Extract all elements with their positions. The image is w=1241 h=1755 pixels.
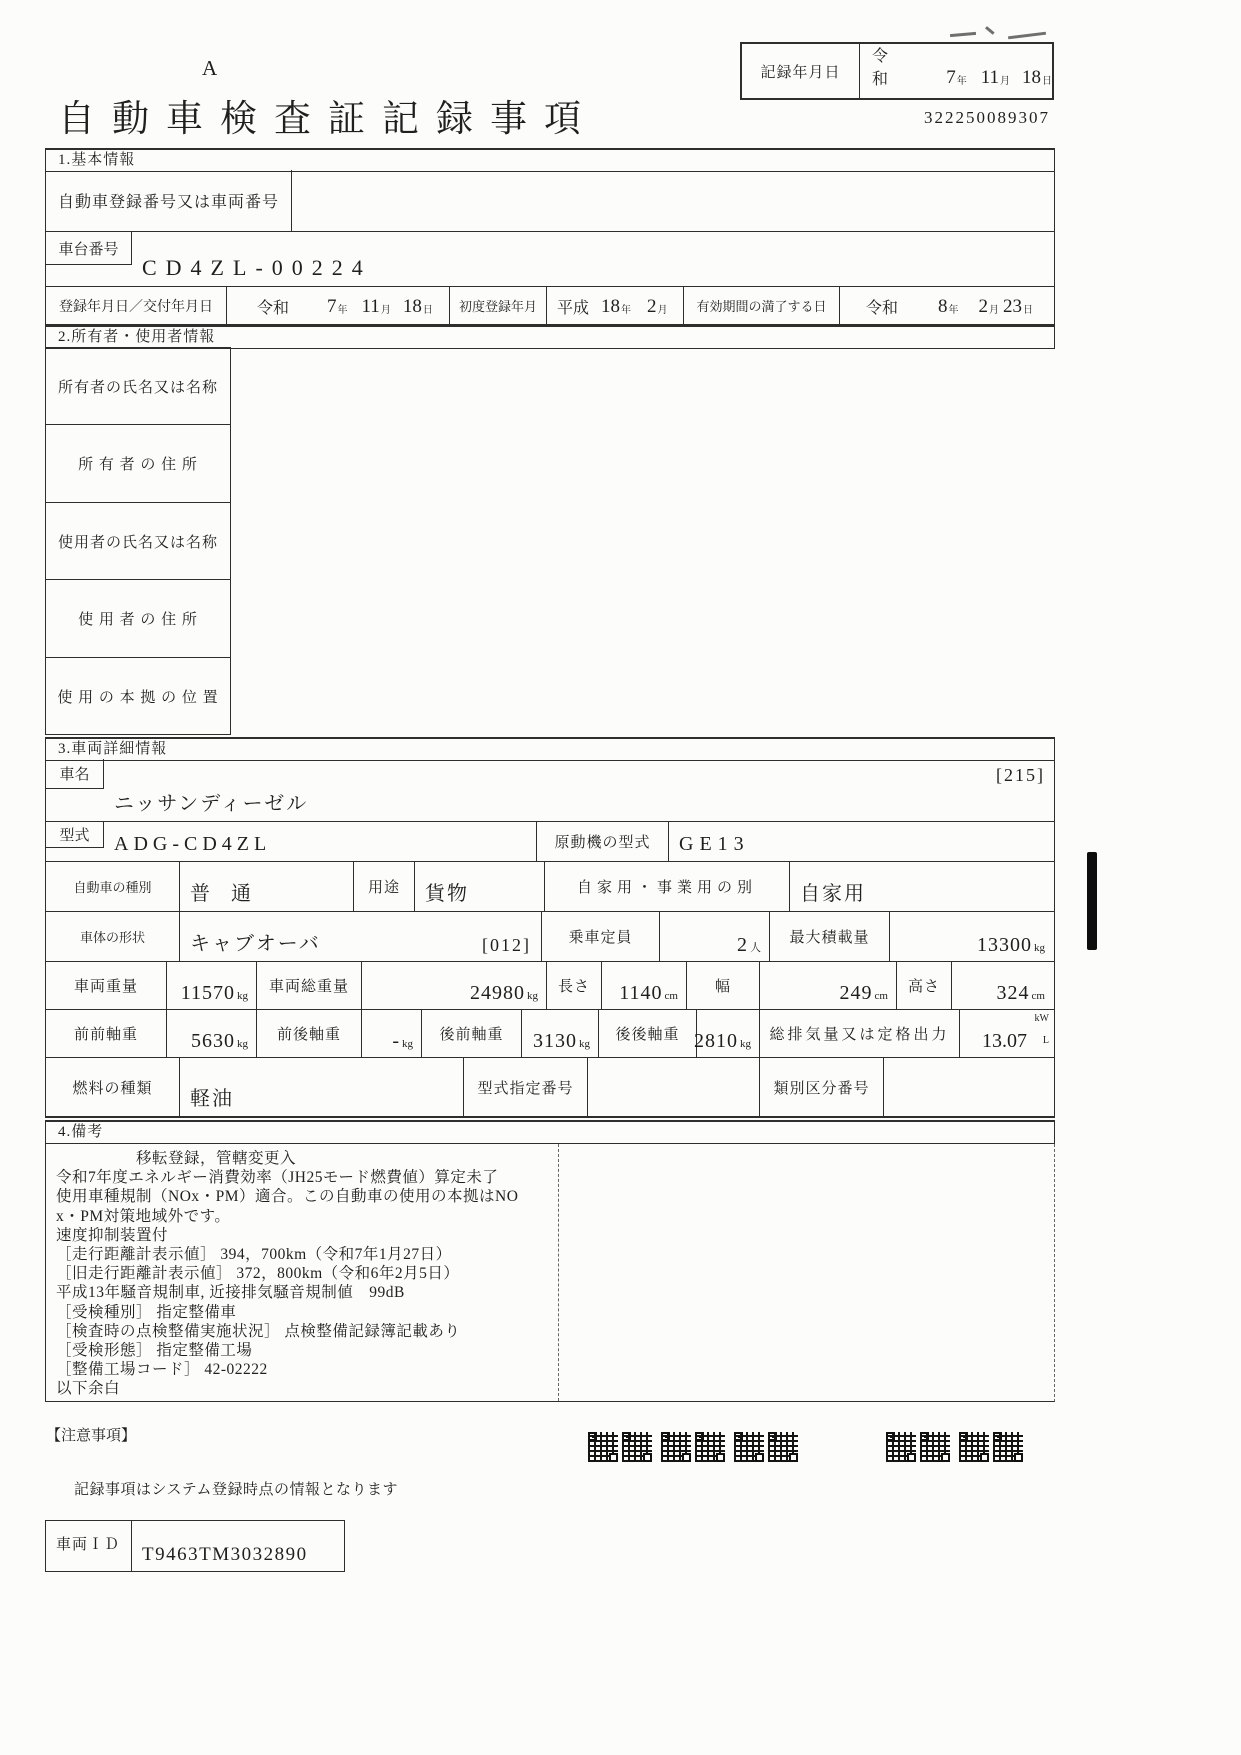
section2-heading: 2.所有者・使用者情報 [45,325,1055,349]
user-name-label: 使用者の氏名又は名称 [45,503,231,580]
unit-day: 日 [422,305,433,316]
width-value: 249 [839,982,873,1004]
axle-rear-front-label: 後前軸重 [421,1010,521,1057]
record-date-day: 18 [1022,67,1041,88]
unit-kg: kg [237,990,248,1002]
registered-date-day: 18 [402,296,422,317]
vehicle-weight-label: 車両重量 [73,979,138,995]
private-business-value: 自家用 [800,883,866,905]
expiry-date-label: 有効期間の満了する日 [683,287,839,324]
length-label: 長さ [546,962,601,1009]
expiry-month: 2 [978,296,989,317]
width-label: 幅 [686,962,759,1009]
record-date-label: 記録年月日 [742,44,860,98]
unit-kg: kg [527,990,538,1002]
body-shape-row [45,912,1055,962]
axle-rear-rear-label: 後後軸重 [598,1010,696,1057]
vehicle-weight-value: 11570 [180,982,235,1004]
type-designation-value [587,1058,759,1116]
length-value: 1140 [619,982,663,1004]
qr-code [886,1432,950,1462]
unit-person: 人 [750,942,761,954]
remarks-line: 速度抑制装置付 [56,1226,169,1244]
vehicle-id-label: 車両ＩＤ [56,1537,121,1553]
use-value: 貨物 [425,883,469,905]
chassis-number-value: CD4ZL-00224 [142,255,372,280]
riding-capacity-value: 2 [737,934,748,956]
remarks-box [45,1144,1055,1402]
expiry-day: 23 [1003,296,1023,317]
axle-front-front-label: 前前軸重 [73,1027,138,1043]
remarks-line: 以下余白 [56,1380,121,1398]
vehicle-id-box [45,1520,345,1572]
expiry-era: 令和 [866,300,899,317]
unit-kg: kg [740,1038,751,1050]
use-label: 用途 [353,862,414,911]
remarks-line: ［旧走行距離計表示値］ 372，800km（令和6年2月5日） [56,1265,460,1283]
expiry-date-value [839,287,1053,324]
unit-kg: kg [237,1038,248,1050]
chassis-number-label: 車台番号 [46,232,132,265]
scan-artifact [1087,852,1097,950]
unit-month: 月 [989,305,1000,316]
weights-row [45,962,1055,1010]
registered-date-year: 7 [327,296,337,317]
qr-code [959,1432,1023,1462]
user-address-label: 使 用 者 の 住 所 [45,580,231,658]
record-date-value [860,44,1052,98]
owner-address-label: 所 有 者 の 住 所 [45,425,231,503]
model-label: 型式 [46,822,104,848]
remarks-line: x・PM対策地域外です。 [56,1207,231,1225]
scan-artifact [985,26,994,34]
section4-heading: 4.備考 [45,1120,1055,1144]
unit-cm: cm [664,990,678,1002]
category-code-label: 類別区分番号 [759,1058,883,1116]
unit-kg: kg [1034,942,1045,954]
remarks-line: ［走行距離計表示値］ 394，700km（令和7年1月27日） [56,1246,452,1264]
max-load-value: 13300 [977,934,1032,956]
unit-day: 日 [1042,76,1052,87]
car-name-label: 車名 [46,759,104,789]
registration-number-row [45,170,1055,232]
axle-front-rear-label: 前後軸重 [256,1010,361,1057]
vehicle-id-value: T9463TM3032890 [142,1544,308,1565]
engine-model-value: GE13 [679,833,750,855]
first-registration-year: 18 [601,296,621,317]
page-mark: A [202,56,218,80]
unit-year: 年 [621,305,632,316]
body-shape-value: キャブオーバ [190,933,321,955]
remarks-line: ［整備工場コード］ 42-02222 [56,1361,268,1379]
chassis-number-row [45,232,1055,287]
qr-code [661,1432,725,1462]
fuel-row [45,1058,1055,1118]
remarks-line: 平成13年騒音規制車, 近接排気騒音規制値 99dB [56,1284,405,1302]
registration-number-value [292,170,1054,231]
remarks-line: ［受検種別］ 指定整備車 [56,1303,237,1321]
expiry-year: 8 [938,296,948,317]
unit-liter: L [1042,1035,1049,1046]
model-value: ADG-CD4ZL [114,833,272,855]
remarks-line: ［検査時の点検整備実施状況］ 点検整備記録簿記載あり [56,1322,461,1340]
private-business-label: 自家用・事業用の別 [544,862,789,911]
doc-number: 322250089307 [924,108,1050,127]
page-title: 自動車検査証記録事項 [58,99,598,140]
registered-date-era: 令和 [257,300,290,317]
first-registration-value [546,287,683,324]
owner-name-label: 所有者の氏名又は名称 [45,347,231,425]
record-date-year: 7 [946,67,956,88]
axle-front-rear-value: - [392,1030,400,1052]
qr-code [734,1432,798,1462]
unit-cm: cm [874,990,888,1002]
kind-use-row [45,862,1055,912]
unit-kw: kW [1034,1013,1049,1024]
category-code-value [883,1058,1053,1116]
body-shape-code: [012] [482,935,531,955]
engine-model-label: 原動機の型式 [536,822,668,861]
axle-weights-row [45,1010,1055,1058]
riding-capacity-label: 乗車定員 [541,912,659,961]
base-location-label: 使 用 の 本 拠 の 位 置 [45,658,231,735]
vehicle-id-divider [131,1521,132,1571]
unit-kg: kg [579,1038,590,1050]
fuel-label: 燃料の種類 [72,1080,153,1097]
gross-weight-value: 24980 [470,982,525,1004]
displacement-units [1035,1013,1049,1047]
record-date-era: 令和 [872,48,889,88]
axle-rear-front-value: 3130 [533,1030,577,1052]
notice-text: 記録事項はシステム登録時点の情報となります [74,1482,399,1498]
model-row [45,822,1055,862]
registered-date-value [226,287,449,324]
qr-code [588,1432,652,1462]
axle-rear-rear-value: 2810 [694,1030,738,1052]
section1-heading: 1.基本情報 [45,148,1055,172]
unit-month: 月 [657,305,668,316]
unit-cm: cm [1031,990,1045,1002]
fuel-value: 軽油 [190,1088,234,1110]
body-shape-label: 車体の形状 [79,930,145,945]
height-label: 高さ [896,962,951,1009]
unit-month: 月 [380,305,391,316]
scan-artifact [1008,32,1046,39]
unit-month: 月 [1000,76,1010,87]
gross-weight-label: 車両総重量 [256,962,361,1009]
unit-year: 年 [337,305,348,316]
registered-date-month: 11 [361,296,380,317]
remarks-line: ［受検形態］ 指定整備工場 [56,1342,253,1360]
vehicle-kind-value: 普 通 [190,883,259,905]
remarks-lines [56,1149,594,1399]
unit-kg: kg [402,1038,413,1050]
first-registration-label: 初度登録年月 [449,287,546,324]
vehicle-kind-label: 自動車の種別 [73,880,152,895]
dates-row [45,287,1055,325]
car-name-row [45,759,1055,822]
unit-year: 年 [948,305,959,316]
axle-front-front-value: 5630 [191,1030,235,1052]
displacement-label: 総排気量又は定格出力 [759,1010,959,1057]
registered-date-label: 登録年月日／交付年月日 [59,299,213,315]
remarks-line: 移転登録，管轄変更入 [136,1150,297,1167]
registration-number-label: 自動車登録番号又は車両番号 [46,170,292,231]
unit-year: 年 [956,76,967,87]
notice-heading: 【注意事項】 [46,1428,137,1444]
first-registration-month: 2 [647,296,657,317]
max-load-label: 最大積載量 [769,912,889,961]
type-designation-label: 型式指定番号 [463,1058,587,1116]
record-date-month: 11 [980,67,999,88]
unit-day: 日 [1023,305,1034,316]
record-date-box [740,42,1054,100]
height-value: 324 [996,982,1030,1004]
displacement-value: 13.07 [982,1030,1027,1052]
section3-heading: 3.車両詳細情報 [45,737,1055,761]
car-name-code: [215] [996,765,1045,785]
scan-artifact [950,32,976,37]
remarks-line: 令和7年度エネルギー消費効率（JH25モード燃費値）算定未了 [56,1169,499,1187]
car-name-value: ニッサンディーゼル [114,793,309,815]
first-registration-era: 平成 [557,300,590,317]
remarks-line: 使用車種規制（NOx・PM）適合。この自動車の使用の本拠はNO [56,1188,519,1206]
